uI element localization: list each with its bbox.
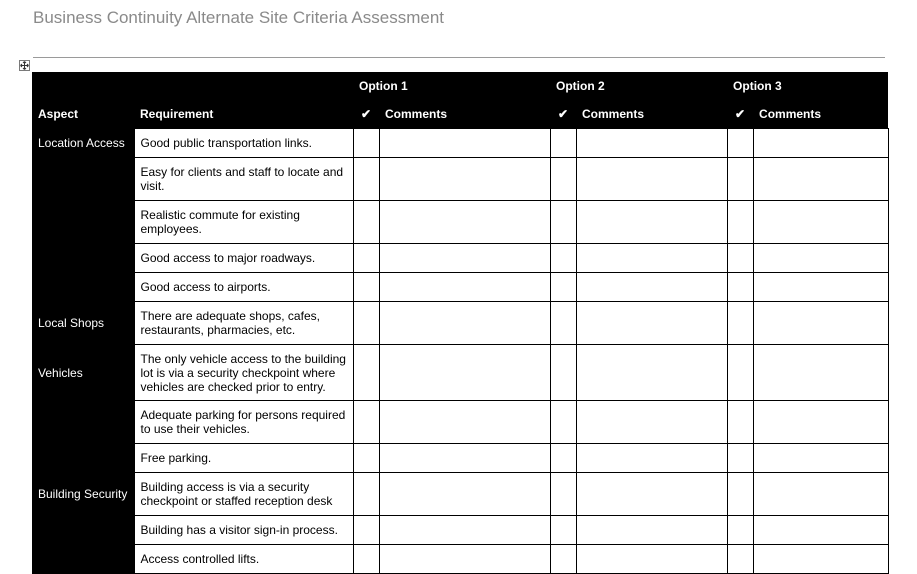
option-3-check-cell[interactable] (727, 201, 753, 244)
table-row (32, 244, 888, 273)
option-3-check-cell[interactable] (727, 545, 753, 574)
option-3-comment-cell[interactable] (753, 516, 888, 545)
option-3-comment-cell[interactable] (753, 444, 888, 473)
aspect-cell: Local Shops (32, 302, 134, 345)
checkmark-icon: ✔ (550, 100, 576, 129)
checkmark-icon: ✔ (727, 100, 753, 129)
aspect-cell: Location Access (32, 129, 134, 158)
option-1-check-cell[interactable] (353, 473, 379, 516)
aspect-cell: Building Security (32, 473, 134, 516)
requirement-cell[interactable]: Free parking. (134, 444, 353, 473)
option-2-check-cell[interactable] (550, 473, 576, 516)
option-1-comment-cell[interactable] (379, 129, 550, 158)
header-blank (134, 72, 353, 100)
header-option-2: Option 2 (550, 72, 727, 100)
option-3-check-cell[interactable] (727, 401, 753, 444)
requirement-cell[interactable]: The only vehicle access to the building lot is via a security checkpoint where vehicles are checked prior to entry. (134, 345, 353, 401)
option-2-comment-cell[interactable] (576, 473, 727, 516)
option-3-comment-cell[interactable] (753, 401, 888, 444)
option-3-check-cell[interactable] (727, 345, 753, 401)
option-2-comment-cell[interactable] (576, 444, 727, 473)
aspect-cell (32, 545, 134, 574)
option-3-comment-cell[interactable] (753, 302, 888, 345)
option-1-check-cell[interactable] (353, 545, 379, 574)
option-2-comment-cell[interactable] (576, 345, 727, 401)
option-2-check-cell[interactable] (550, 345, 576, 401)
header-row-options (32, 72, 888, 100)
header-comments: Comments (753, 100, 888, 129)
table-row (32, 516, 888, 545)
header-comments: Comments (576, 100, 727, 129)
option-1-comment-cell[interactable] (379, 444, 550, 473)
table-move-handle-icon[interactable] (19, 60, 30, 71)
option-3-check-cell[interactable] (727, 473, 753, 516)
option-1-comment-cell[interactable] (379, 345, 550, 401)
option-2-check-cell[interactable] (550, 244, 576, 273)
option-3-check-cell[interactable] (727, 273, 753, 302)
option-3-check-cell[interactable] (727, 516, 753, 545)
option-1-comment-cell[interactable] (379, 401, 550, 444)
option-2-check-cell[interactable] (550, 516, 576, 545)
option-2-comment-cell[interactable] (576, 516, 727, 545)
table-row (32, 444, 888, 473)
option-3-check-cell[interactable] (727, 158, 753, 201)
option-2-check-cell[interactable] (550, 302, 576, 345)
option-3-comment-cell[interactable] (753, 158, 888, 201)
aspect-cell: Vehicles (32, 345, 134, 401)
option-2-comment-cell[interactable] (576, 401, 727, 444)
table-row (32, 545, 888, 574)
option-2-check-cell[interactable] (550, 545, 576, 574)
option-1-check-cell[interactable] (353, 516, 379, 545)
table-row (32, 302, 888, 345)
option-2-comment-cell[interactable] (576, 129, 727, 158)
option-2-comment-cell[interactable] (576, 201, 727, 244)
header-row-columns (32, 100, 888, 129)
table-row (32, 201, 888, 244)
option-1-comment-cell[interactable] (379, 273, 550, 302)
requirement-cell[interactable]: Realistic commute for existing employees. (134, 201, 353, 244)
aspect-cell (32, 273, 134, 302)
requirement-cell[interactable]: Good public transportation links. (134, 129, 353, 158)
option-3-check-cell[interactable] (727, 129, 753, 158)
option-2-comment-cell[interactable] (576, 244, 727, 273)
option-2-comment-cell[interactable] (576, 158, 727, 201)
aspect-cell (32, 244, 134, 273)
document-title: Business Continuity Alternate Site Criteria Assessment (33, 8, 445, 27)
table-row (32, 473, 888, 516)
option-2-comment-cell[interactable] (576, 273, 727, 302)
option-3-comment-cell[interactable] (753, 201, 888, 244)
option-3-comment-cell[interactable] (753, 273, 888, 302)
option-1-comment-cell[interactable] (379, 302, 550, 345)
option-3-comment-cell[interactable] (753, 473, 888, 516)
requirement-cell[interactable]: Good access to airports. (134, 273, 353, 302)
table-row (32, 273, 888, 302)
table-row (32, 129, 888, 158)
option-2-check-cell[interactable] (550, 401, 576, 444)
option-2-comment-cell[interactable] (576, 302, 727, 345)
requirement-cell[interactable]: Access controlled lifts. (134, 545, 353, 574)
option-1-comment-cell[interactable] (379, 473, 550, 516)
option-1-comment-cell[interactable] (379, 201, 550, 244)
title-divider (33, 57, 885, 58)
aspect-cell (32, 158, 134, 201)
option-2-check-cell[interactable] (550, 129, 576, 158)
requirement-cell[interactable]: Easy for clients and staff to locate and visit. (134, 158, 353, 201)
option-2-check-cell[interactable] (550, 444, 576, 473)
option-2-check-cell[interactable] (550, 201, 576, 244)
option-3-comment-cell[interactable] (753, 545, 888, 574)
option-1-comment-cell[interactable] (379, 545, 550, 574)
requirement-cell[interactable]: Adequate parking for persons required to use their vehicles. (134, 401, 353, 444)
header-option-3: Option 3 (727, 72, 888, 100)
checkmark-icon: ✔ (353, 100, 379, 129)
option-1-check-cell[interactable] (353, 201, 379, 244)
assessment-table (32, 72, 889, 574)
option-1-check-cell[interactable] (353, 401, 379, 444)
header-blank (32, 72, 134, 100)
option-3-check-cell[interactable] (727, 302, 753, 345)
aspect-cell (32, 401, 134, 444)
option-1-check-cell[interactable] (353, 345, 379, 401)
option-1-check-cell[interactable] (353, 273, 379, 302)
requirement-cell[interactable]: Building access is via a security checkpoint or staffed reception desk (134, 473, 353, 516)
option-2-check-cell[interactable] (550, 273, 576, 302)
option-2-check-cell[interactable] (550, 158, 576, 201)
aspect-cell (32, 201, 134, 244)
header-comments: Comments (379, 100, 550, 129)
aspect-cell (32, 516, 134, 545)
option-1-check-cell[interactable] (353, 444, 379, 473)
option-1-comment-cell[interactable] (379, 244, 550, 273)
option-1-check-cell[interactable] (353, 129, 379, 158)
option-3-check-cell[interactable] (727, 444, 753, 473)
header-requirement: Requirement (134, 100, 353, 129)
option-3-comment-cell[interactable] (753, 129, 888, 158)
requirement-cell[interactable]: Good access to major roadways. (134, 244, 353, 273)
aspect-cell (32, 444, 134, 473)
header-aspect: Aspect (32, 100, 134, 129)
table-row (32, 158, 888, 201)
option-2-comment-cell[interactable] (576, 545, 727, 574)
table-row (32, 345, 888, 401)
option-1-comment-cell[interactable] (379, 516, 550, 545)
option-3-check-cell[interactable] (727, 244, 753, 273)
option-1-check-cell[interactable] (353, 302, 379, 345)
option-1-comment-cell[interactable] (379, 158, 550, 201)
requirement-cell[interactable]: Building has a visitor sign-in process. (134, 516, 353, 545)
option-1-check-cell[interactable] (353, 244, 379, 273)
option-3-comment-cell[interactable] (753, 345, 888, 401)
option-3-comment-cell[interactable] (753, 244, 888, 273)
option-1-check-cell[interactable] (353, 158, 379, 201)
header-option-1: Option 1 (353, 72, 550, 100)
requirement-cell[interactable]: There are adequate shops, cafes, restaurants, pharmacies, etc. (134, 302, 353, 345)
table-row (32, 401, 888, 444)
